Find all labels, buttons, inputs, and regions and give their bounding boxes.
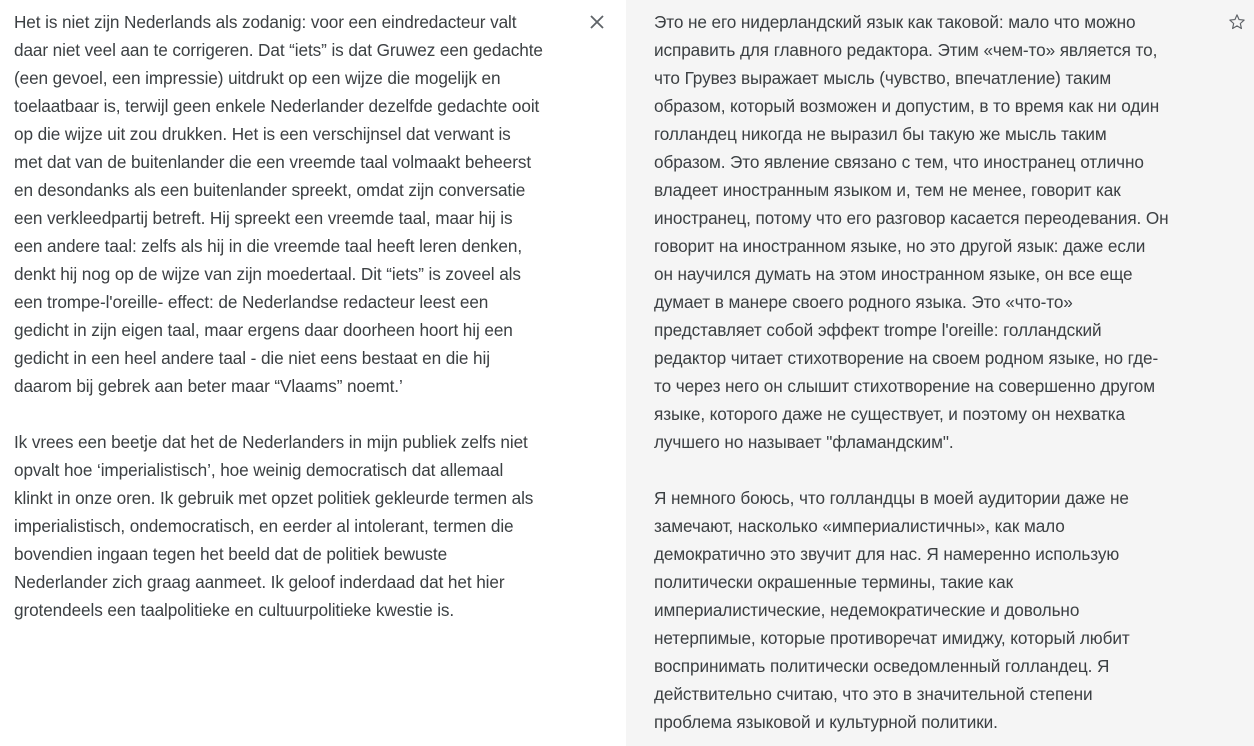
star-icon — [1227, 12, 1247, 32]
text-line: Het is niet zijn Nederlands als zodanig: voor een eindredacteur valt — [14, 12, 517, 32]
clear-source-text-button[interactable] — [585, 10, 609, 34]
text-line: голландец никогда не выразил бы такую же мысль таким — [654, 124, 1107, 144]
text-line: opvalt hoe ‘imperialistisch’, hoe weinig democratisch dat allemaal — [14, 460, 504, 480]
text-line: (een gevoel, een impressie) uitdrukt op een wijze die mogelijk en — [14, 68, 501, 88]
text-line: исправить для главного редактора. Этим «чем-то» является то, — [654, 40, 1158, 60]
text-line: denkt hij nog op de wijze van zijn moedertaal. Dit “iets” is zoveel als — [14, 264, 521, 284]
text-line: образом, который возможен и допустим, в то время как ни один — [654, 96, 1160, 116]
text-line: een verkleedpartij betreft. Hij spreekt een vreemde taal, maar hij is — [14, 208, 513, 228]
text-line: редактор читает стихотворение на своем родном языке, но где- — [654, 348, 1159, 368]
text-line: языке, которого даже не существует, и поэтому он нехватка — [654, 404, 1125, 424]
text-line: политически окрашенные термины, такие как — [654, 572, 1013, 592]
text-line: что Грувез выражает мысль (чувство, впечатление) таким — [654, 68, 1112, 88]
close-icon — [589, 14, 605, 30]
translation-paragraph-2 — [654, 484, 1254, 736]
text-line: toelaatbaar is, terwijl geen enkele Nederlander dezelfde gedachte ooit — [14, 96, 540, 116]
text-line: Ik vrees een beetje dat het de Nederlanders in mijn publiek zelfs niet — [14, 432, 528, 452]
text-line: bovendien ingaan tegen het beeld dat de politiek bewuste — [14, 544, 448, 564]
text-line: op die wijze uit zou drukken. Het is een verschijnsel dat verwant is — [14, 124, 511, 144]
text-line: говорит на иностранном языке, но это другой язык: даже если — [654, 236, 1146, 256]
text-line: klinkt in onze oren. Ik gebruik met opzet politiek gekleurde termen als — [14, 488, 534, 508]
text-line: представляет собой эффект trompe l'oreille: голландский — [654, 320, 1102, 340]
text-line: демократично это звучит для нас. Я намеренно использую — [654, 544, 1120, 564]
text-line: проблема языковой и культурной политики. — [654, 712, 998, 732]
text-line: иностранец, потому что его разговор касается переодевания. Он — [654, 208, 1169, 228]
text-line: een andere taal: zelfs als hij in die vreemde taal heeft leren denken, — [14, 236, 522, 256]
text-line: воспринимать политически осведомленный голландец. Я — [654, 656, 1110, 676]
text-line: en desondanks als een buitenlander spreekt, omdat zijn conversatie — [14, 180, 526, 200]
text-line: gedicht in zijn eigen taal, maar ergens daar doorheen hoort hij een — [14, 320, 513, 340]
source-paragraph-2 — [14, 428, 626, 624]
text-line: замечают, насколько «империалистичны», как мало — [654, 516, 1065, 536]
text-line: Я немного боюсь, что голландцы в моей аудитории даже не — [654, 488, 1129, 508]
text-line: он научился думать на этом иностранном языке, он все еще — [654, 264, 1133, 284]
text-line: Это не его нидерландский язык как таковой: мало что можно — [654, 12, 1136, 32]
translation-paragraph-1 — [654, 8, 1254, 456]
text-line: думает в манере своего родного языка. Это «что-то» — [654, 292, 1073, 312]
text-line: нетерпимые, которые противоречат имиджу, который любит — [654, 628, 1130, 648]
text-line: лучшего но называет "фламандским". — [654, 432, 954, 452]
source-text-panel[interactable] — [0, 0, 626, 746]
text-line: империалистические, недемократические и довольно — [654, 600, 1080, 620]
text-line: действительно считаю, что это в значительной степени — [654, 684, 1093, 704]
text-line: imperialistisch, ondemocratisch, en eerder al intolerant, termen die — [14, 516, 514, 536]
text-line: grotendeels een taalpolitieke en cultuurpolitieke kwestie is. — [14, 600, 455, 620]
text-line: daar niet veel aan te corrigeren. Dat “iets” is dat Gruwez een gedachte — [14, 40, 543, 60]
text-line: владеет иностранным языком и, тем не менее, говорит как — [654, 180, 1121, 200]
text-line: то через него он слышит стихотворение на совершенно другом — [654, 376, 1155, 396]
text-line: образом. Это явление связано с тем, что иностранец отлично — [654, 152, 1144, 172]
translation-panel — [626, 0, 1254, 746]
text-line: met dat van de buitenlander die een vreemde taal volmaakt beheerst — [14, 152, 531, 172]
text-line: Nederlander zich graag aanmeet. Ik geloof inderdaad dat het hier — [14, 572, 505, 592]
text-line: een trompe-l'oreille- effect: de Nederlandse redacteur leest een — [14, 292, 489, 312]
text-line: gedicht in een heel andere taal - die niet eens bestaat en die hij — [14, 348, 490, 368]
save-translation-button[interactable] — [1225, 10, 1249, 34]
source-paragraph-1 — [14, 8, 626, 400]
text-line: daarom bij gebrek aan beter maar “Vlaams” noemt.’ — [14, 376, 403, 396]
